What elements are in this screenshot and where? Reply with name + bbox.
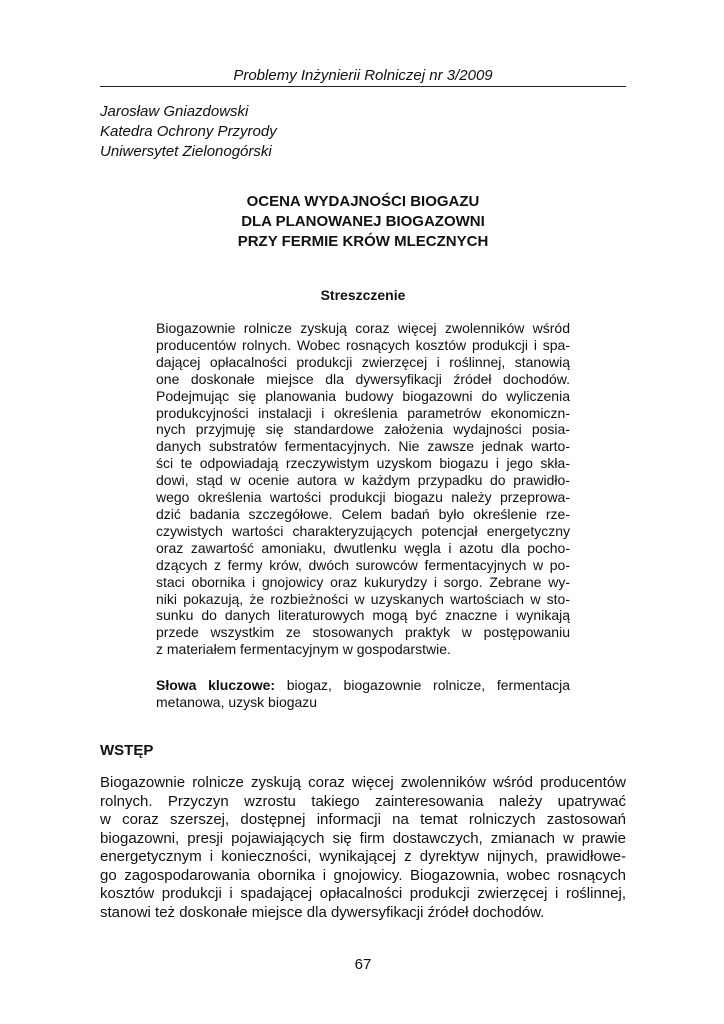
- header-rule: [100, 86, 626, 87]
- section-heading-intro: WSTĘP: [100, 742, 154, 759]
- abstract-line: dającej opłacalności produkcji zwierzęcej i roślinnej, stanowią: [156, 353, 570, 370]
- abstract-line: ści te odpowiadają rzeczywistym uzyskom biogazu i jego skła-: [156, 455, 570, 472]
- keywords-line: metanowa, uzysk biogazu: [156, 694, 318, 710]
- intro-line: kosztów produkcji i spadającej opłacalności produkcji zwierzęcej i roślinnej,: [100, 885, 626, 902]
- author-name: Jarosław Gniazdowski: [100, 103, 249, 120]
- abstract-line: sunku do danych literaturowych mogą być znaczne i wynikają: [156, 607, 570, 624]
- author-department: Katedra Ochrony Przyrody: [100, 123, 277, 140]
- intro-line: biogazowni, presji pojawiających się firm dostawczych, zmianach w prawie: [100, 829, 626, 847]
- intro-line: w coraz szerszej, dostępnej informacji na temat rolniczych zastosowań: [100, 811, 626, 828]
- abstract-line: dzić badania szczegółowe. Celem badań było określenie rze-: [156, 505, 570, 522]
- abstract-line: dzących z fermy krów, dwóch surowców fermentacyjnych w po-: [156, 556, 570, 573]
- author-university: Uniwersytet Zielonogórski: [100, 143, 272, 160]
- keywords-block: [156, 677, 570, 711]
- intro-line: go zagospodarowania obornika i gnojowicy. Biogazownia, wobec rosnących: [100, 866, 626, 884]
- abstract-line: one doskonałe miejsce dla dywersyfikacji źródeł dochodów.: [156, 370, 570, 387]
- journal-header: Problemy Inżynierii Rolniczej nr 3/2009: [233, 67, 493, 84]
- paper-title: [100, 192, 626, 252]
- intro-line: rolnych. Przyczyn wzrostu takiego zainteresowania należy upatrywać: [100, 792, 626, 810]
- abstract-line: produkcyjności instalacji i określenia parametrów ekonomiczn-: [156, 404, 570, 421]
- intro-line: energetycznym i konieczności, wynikającej z dyrektyw nijnych, prawidłowe-: [100, 848, 626, 865]
- abstract-line: przede wszystkim ze stosowanych praktyk w postępowaniu: [156, 624, 570, 641]
- abstract-line: nych przyjmuję się standardowe założenia wydajności posia-: [156, 421, 570, 438]
- abstract-line: staci obornika i gnojowicy oraz kukurydzy i sorgo. Zebrane wy-: [156, 573, 570, 590]
- author-block: [100, 102, 277, 162]
- keywords-line: [156, 677, 570, 694]
- title-line: PRZY FERMIE KRÓW MLECZNYCH: [237, 233, 489, 250]
- abstract-body: [156, 320, 570, 658]
- abstract-line: dowi, stąd w ocenie autora w każdym przypadku do prawidło-: [156, 472, 570, 489]
- abstract-line: producentów rolnych. Wobec rosnących kosztów produkcji i spa-: [156, 336, 570, 353]
- abstract-line: z materiałem fermentacyjnym w gospodarstwie.: [156, 641, 451, 658]
- keywords-text: biogaz, biogazownie rolnicze, fermentacja: [275, 677, 571, 693]
- abstract-line: danych substratów fermentacyjnych. Nie zawsze jednak warto-: [156, 438, 570, 455]
- keywords-label: Słowa kluczowe:: [156, 677, 276, 693]
- abstract-line: Podejmując się planowania budowy biogazowni do wyliczenia: [156, 387, 570, 404]
- intro-body: [100, 774, 626, 922]
- title-line: OCENA WYDAJNOŚCI BIOGAZU: [246, 193, 480, 210]
- abstract-line: Biogazownie rolnicze zyskują coraz więcej zwolenników wśród: [156, 320, 570, 336]
- abstract-heading: Streszczenie: [320, 287, 406, 303]
- abstract-line: oraz zawartość amoniaku, dwutlenku węgla i azotu dla pocho-: [156, 539, 570, 556]
- abstract-line: niki pokazują, że rozbieżności w uzyskanych wartościach w sto-: [156, 590, 570, 607]
- abstract-line: czywistych wartości charakteryzujących potencjał energetyczny: [156, 522, 570, 539]
- intro-line: Biogazownie rolnicze zyskują coraz więcej zwolenników wśród producentów: [100, 774, 626, 791]
- title-line: DLA PLANOWANEJ BIOGAZOWNI: [241, 213, 485, 230]
- abstract-line: wego określenia wartości produkcji biogazu należy przeprowa-: [156, 489, 570, 506]
- intro-line: stanowi też doskonałe miejsce dla dywersyfikacji źródeł dochodów.: [100, 903, 545, 921]
- page-number: 67: [354, 956, 372, 973]
